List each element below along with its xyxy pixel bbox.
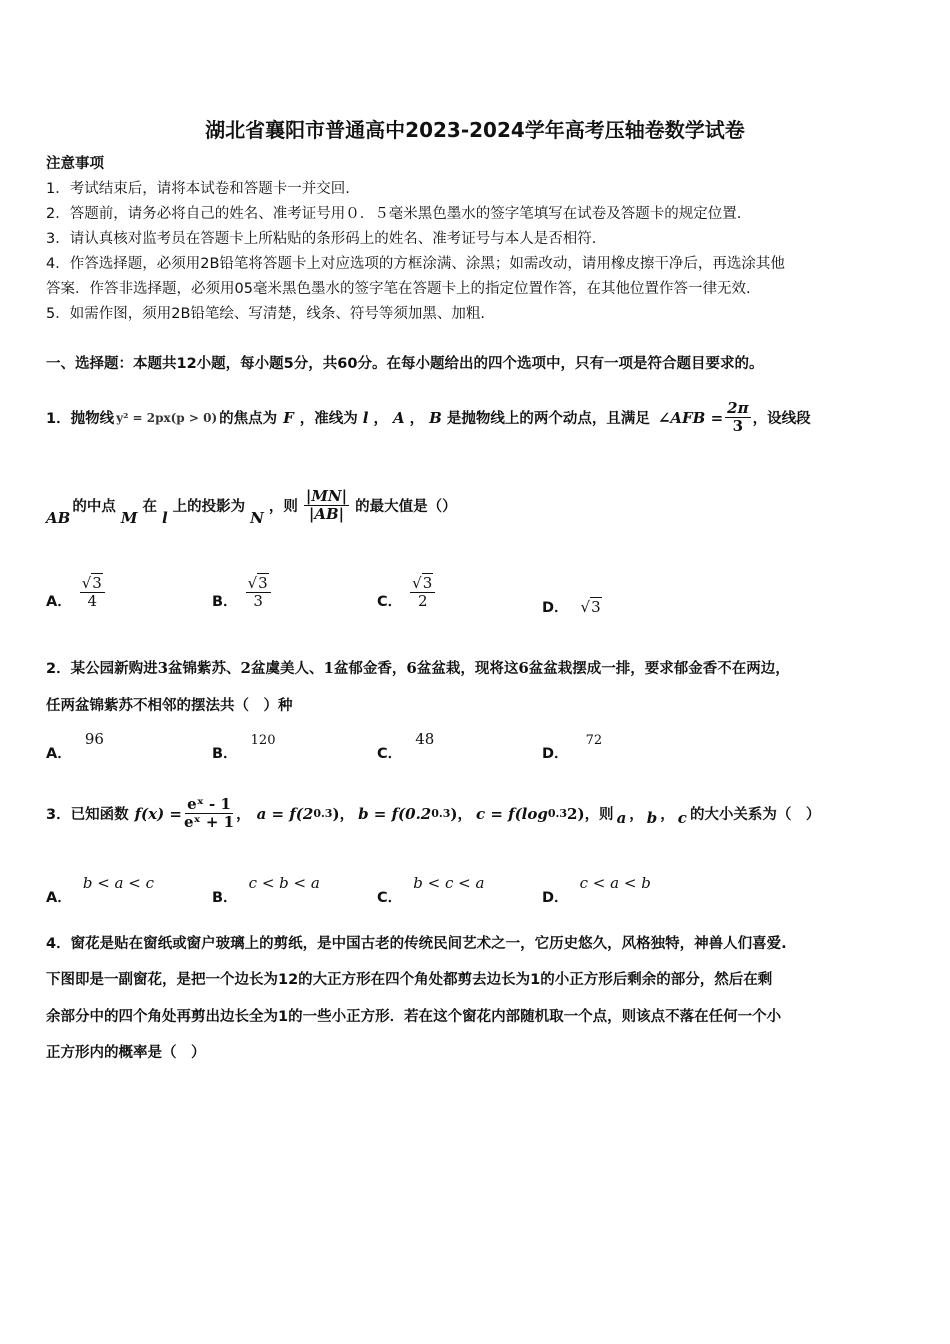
- option-d[interactable]: D． c < a < b: [542, 874, 651, 906]
- option-d[interactable]: D． √3: [542, 597, 601, 616]
- notice-heading: 注意事项: [46, 156, 104, 172]
- option-b[interactable]: B． 120: [212, 733, 276, 762]
- option-c[interactable]: C． b < c < a: [377, 874, 485, 906]
- question-3-stem: 3．已知函数 f(x) = $\frac{\text{eˣ - 1}}{\text{eˣ + 1}}$ ， a = f(2 0.3 ) ， b = f(0.2 0.3 ) ， c = f(log 0.3 2) ，则 a ， b ， c 的大小关系为（ ）: [46, 795, 821, 832]
- notice-item: 3．请认真核对监考员在答题卡上所粘贴的条形码上的姓名、准考证号与本人是否相符.: [46, 231, 597, 247]
- notice-item: 答案．作答非选择题，必须用05毫米黑色墨水的签字笔在答题卡上的指定位置作答，在其他位置作答一律无效.: [46, 281, 751, 297]
- notice-item: 2．答题前，请务必将自己的姓名、准考证号用０．５毫米黑色墨水的签字笔填写在试卷及答题卡的规定位置.: [46, 206, 742, 222]
- question-4-stem-cont: 余部分中的四个角处再剪出边长全为1的一些小正方形．若在这个窗花内部随机取一个点，则该点不落在任何一个小: [46, 1009, 782, 1025]
- notice-item: 5．如需作图，须用2B铅笔绘、写清楚，线条、符号等须加黑、加粗.: [46, 306, 486, 322]
- page-title: 湖北省襄阳市普通高中2023-2024学年高考压轴卷数学试卷: [205, 118, 745, 142]
- question-1-stem-cont: AB 的中点 M 在 l 上的投影为 N ，则 $\frac{|MN|}{|AB|}$ 的最大值是（）: [46, 487, 457, 527]
- angle-fraction: $\frac{2\pi}{3}$: [727, 399, 749, 436]
- notice-item: 1．考试结束后，请将本试卷和答题卡一并交回.: [46, 181, 350, 197]
- option-c[interactable]: C． $\frac{√3}{2}$: [377, 574, 435, 611]
- option-c[interactable]: C． 48: [377, 730, 435, 762]
- option-a[interactable]: A． 96: [46, 730, 104, 762]
- question-2-stem-cont: 任两盆锦紫苏不相邻的摆法共（ ）种: [46, 698, 293, 714]
- question-4-stem-cont: 正方形内的概率是（ ）: [46, 1045, 206, 1061]
- option-d[interactable]: D． 72: [542, 733, 603, 762]
- notice-item: 4．作答选择题，必须用2B铅笔将答题卡上对应选项的方框涂满、涂黑；如需改动，请用橡皮擦干净后，再选涂其他: [46, 256, 785, 272]
- parabola-equation: y² = 2px(p > 0): [116, 410, 218, 425]
- question-1-stem: 1．抛物线 y² = 2px(p > 0) 的焦点为 F ，准线为 l ， A ， B 是抛物线上的两个动点，且满足 ∠AFB = $\frac{2\pi}{3}$ ，设线段: [46, 399, 811, 436]
- question-4-stem: 4．窗花是贴在窗纸或窗户玻璃上的剪纸，是中国古老的传统民间艺术之一，它历史悠久，风格独特，神兽人们喜爱.: [46, 936, 787, 952]
- option-a[interactable]: A． b < a < c: [46, 874, 154, 906]
- section-heading: 一、选择题：本题共12小题，每小题5分，共60分。在每小题给出的四个选项中，只有一项是符合题目要求的。: [46, 356, 764, 372]
- option-b[interactable]: B． $\frac{√3}{3}$: [212, 574, 271, 611]
- question-4-stem-cont: 下图即是一副窗花，是把一个边长为12的大正方形在四个角处都剪去边长为1的小正方形后剩余的部分，然后在剩: [46, 972, 773, 988]
- option-b[interactable]: B． c < b < a: [212, 874, 320, 906]
- question-2-stem: 2．某公园新购进 3 盆锦紫苏、 2 盆虞美人、 1 盆郁金香， 6 盆盆栽，现将这 6 盆盆栽摆成一排，要求郁金香不在两边，: [46, 658, 790, 677]
- ratio-fraction: $\frac{|MN|}{|AB|}$: [305, 487, 348, 524]
- option-a[interactable]: A． $\frac{√3}{4}$: [46, 574, 105, 611]
